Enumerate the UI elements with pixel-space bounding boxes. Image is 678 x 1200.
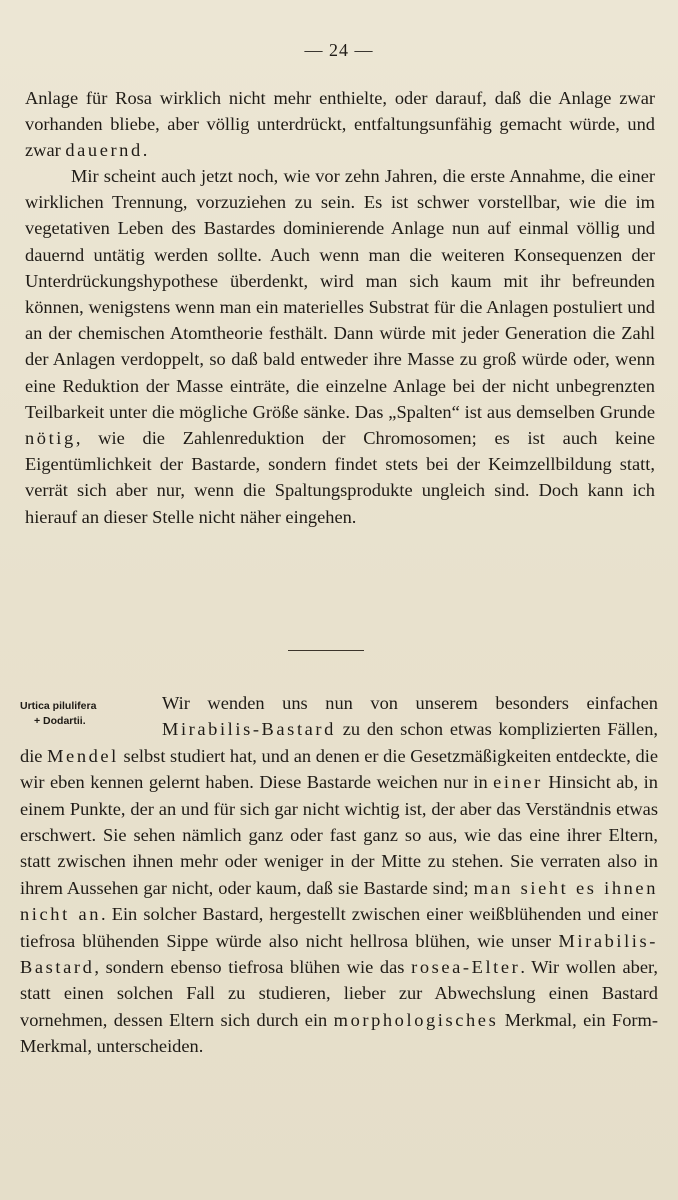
emphasis-text: Mirabilis-Bastard: [20, 930, 658, 978]
paragraph-2: [25, 163, 655, 530]
emphasis-text: man sieht es ihnen nicht an: [20, 877, 658, 925]
margin-note-line-2: + Dodartii.: [34, 715, 86, 727]
emphasis-text: rosea-Elter: [411, 957, 521, 978]
emphasis-text: morphologisches: [333, 1009, 499, 1030]
emphasis-text: Mirabilis-Bastard: [162, 719, 336, 740]
paragraph-text: Wir wenden uns nun von unserem besonders einfachen: [162, 693, 658, 713]
paragraph-text: zu den schon etwas komplizierten Fällen, die: [20, 719, 658, 766]
margin-note-line-1: Urtica pilulifera: [20, 700, 97, 712]
paragraph-text: Anlage für Rosa wirklich nicht mehr enthielte, oder darauf, daß die Anlage zwar vorhanden bliebe, aber völlig unterdrückt, entfaltungsunfähig gemacht würde, und zwar: [25, 88, 655, 161]
paragraph-text: .: [142, 140, 148, 161]
page-number: — 24 —: [304, 40, 374, 60]
paragraph-text: selbst studiert hat, und an denen er die Gesetzmäßigkeiten entdeckte, die wir eben kennen gelernt haben. Diese Bastarde weichen nur in: [20, 745, 658, 793]
emphasis-text: Mendel: [47, 745, 119, 766]
paragraph-1: [25, 85, 655, 164]
paragraph-text: . Ein solcher Bastard, hergestellt zwischen einer weißblühenden und einer tiefrosa blühenden Sippe würde also nicht hellrosa blühen, wie unser: [20, 904, 658, 951]
paragraph-text: , wie die Zahlenreduktion der Chromosomen; es ist auch keine Eigentümlichkeit der Bastarde, sondern findet stets bei der Keimzellbildung statt, verrät sich aber nur, wenn die Spaltungsprodukte ungleich sind. Doch kann ich hierauf an dieser Stelle nicht näher eingehen.: [25, 428, 655, 527]
section-divider: [288, 650, 364, 651]
paragraph-text: . Wir wollen aber, statt einen solchen Fall zu studieren, lieber zur Abwechslung einen Bastard vornehmen, dessen Eltern sich durch ein: [20, 957, 658, 1030]
paragraph-text: Merkmal, ein Form-Merkmal, unterscheiden.: [20, 1009, 658, 1057]
paragraph-text: , sondern ebenso tiefrosa blühen wie das: [94, 957, 405, 978]
paragraph-3: [20, 690, 658, 1060]
emphasis-text: einer: [493, 772, 543, 793]
emphasis-text: dauernd: [65, 140, 143, 161]
paragraph-text: Mir scheint auch jetzt noch, wie vor zehn Jahren, die erste Annahme, die einer wirklichen Trennung, vorzuziehen zu sein. Es ist schwer vorstellbar, wie die im vegetativen Leben des Bastardes dominierende Anlage nun auf einmal völlig und dauernd untätig werden sollte. Auch wenn man die weiteren Konsequenzen der Unterdrückungshypothese überdenkt, wird man sich kaum mit ihr befreunden können, wenigstens wenn man ein materielles Substrat für die Anlagen postuliert und an der chemischen Atomtheorie festhält. Dann würde mit jeder Generation die Zahl der Anlagen verdoppelt, so daß bald entweder ihre Masse zu groß würde oder, wenn eine Reduktion der Masse einträte, die einzelne Anlage bei der nicht unbegrenzten Teilbarkeit unter die mögliche Größe sänke. Das „Spalten“ ist aus demselben Grunde: [25, 166, 655, 422]
paragraph-text: Hinsicht ab, in einem Punkte, der an und für sich gar nicht wichtig ist, der aber das Verständnis etwas erschwert. Sie sehen nämlich ganz oder fast ganz so aus, wie das eine ihrer Eltern, statt zwischen ihnen mehr oder weniger in der Mitte zu stehen. Sie verraten also in ihrem Aussehen gar nicht, oder kaum, daß sie Bastarde sind;: [20, 772, 658, 898]
emphasis-text: nötig: [25, 428, 76, 449]
